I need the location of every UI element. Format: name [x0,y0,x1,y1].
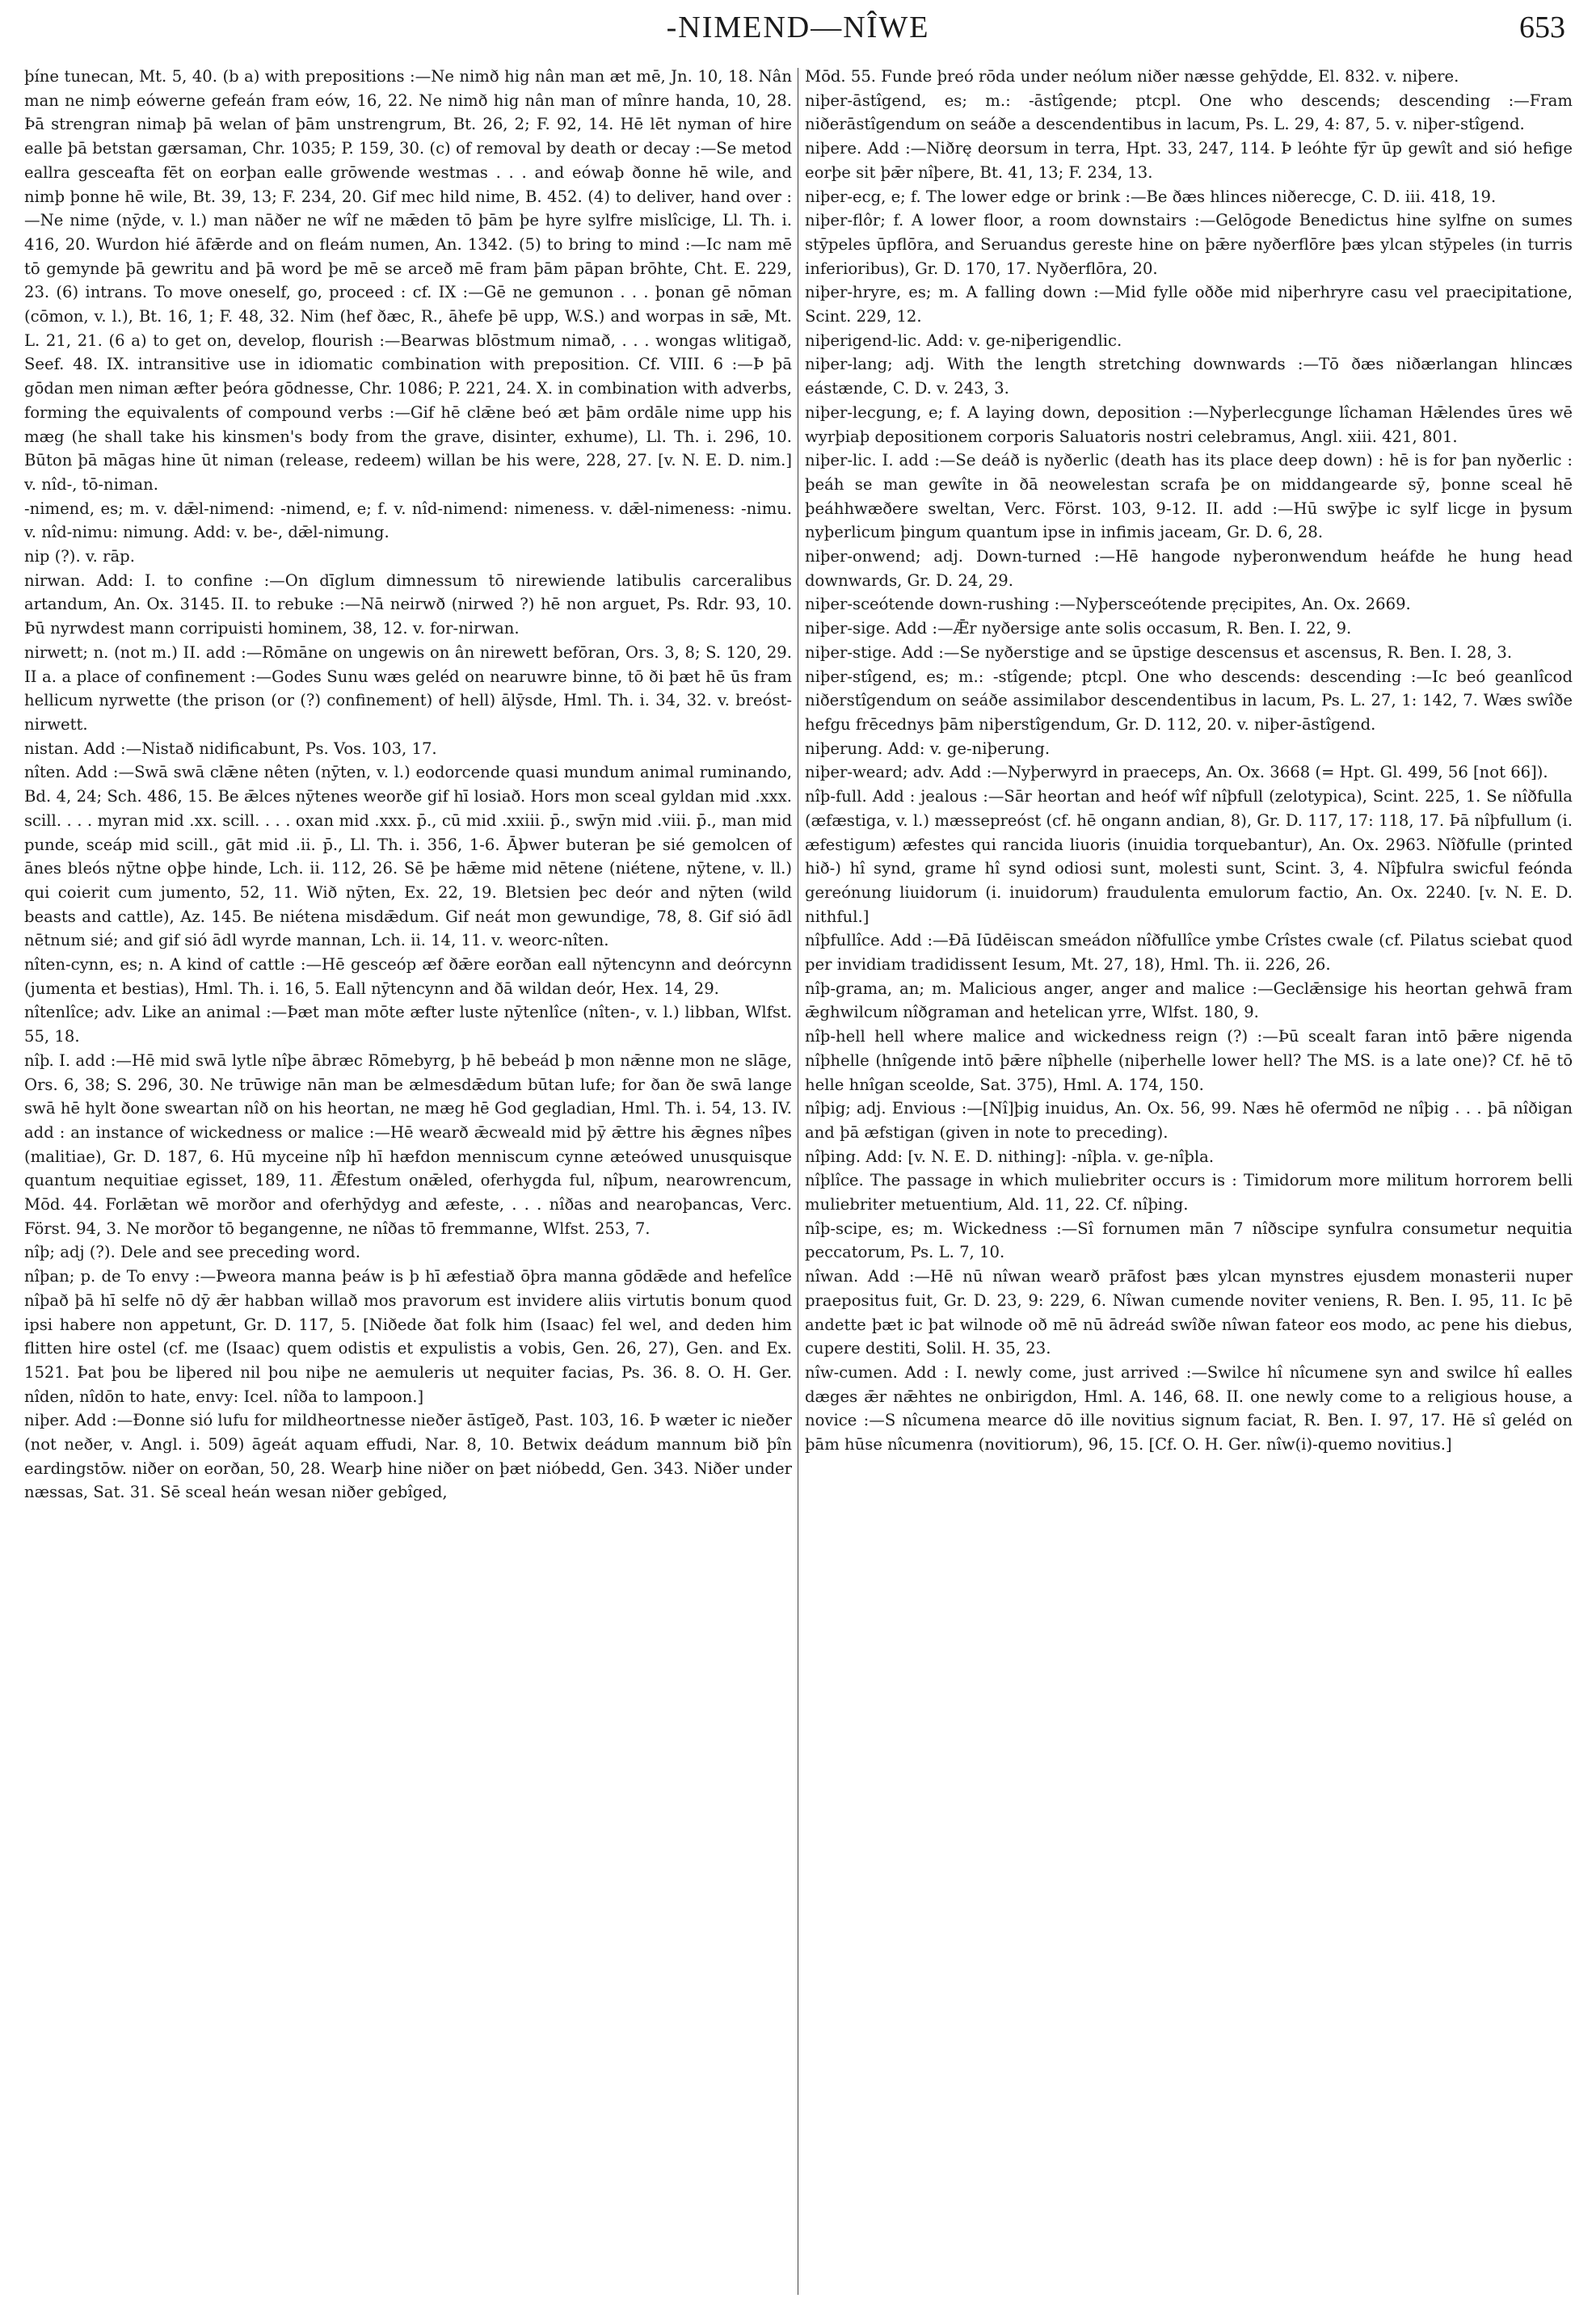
left-column [24,65,792,2299]
dictionary-entry: niþer-sige. Add :—Ǣr nyðersige ante solis occasum, R. Ben. I. 22, 9. [805,619,1352,638]
dictionary-entry: nîþan; p. de To envy :—Þweora manna þeáw is þ hī æfestiað ōþra manna gōdǣde and hefelîce nîþað þā hī selfe nō dȳ ǣr habban willað mos pravorum est invidere aliis virtutis bonum quod ipsi habere non appetunt, Gr. D. 117, 5. [Niðede ðat folk him (Isaac) fel wel, and deden him flitten hire ostel (cf. me (Isaac) quem odistis et expulistis a vobis, Gen. 26, 27), Gen. and Ex. 1521. Þat þou be liþered nil þou niþe ne aemuleris ut nequiter facias, Ps. 36. 8. O. H. Ger. nîden, nîdōn to hate, envy: Icel. nîða to lampoon.] [24,1267,792,1406]
dictionary-entry: nîten. Add :—Swā swā clǣne nêten (nȳten, v. l.) eodorcende quasi mundum animal ruminando, Bd. 4, 24; Sch. 486, 15. Be ǣlces nȳtenes weorðe gif hī losiað. Hors mon sceal gyldan mid .xxx. scill. . . . myran mid .xx. scill. . . . oxan mid .xxx. p̄., cū mid .xxiii. p̄., swȳn mid .viii. p̄., man mid punde, sceáp mid scill., gāt mid .ii. p̄., Ll. Th. i. 356, 1-6. Āþwer buteran þe sié gemolcen of ānes bleós nȳtne oþþe hinde, Lch. ii. 112, 26. Sē þe hǣme mid nētene (niétene, nȳtene, v. ll.) qui coierit cum jumento, 52, 11. Wið nȳten, Ex. 22, 19. Bletsien þec deór and nȳten (wild beasts and cattle), Az. 145. Be niétena misdǣdum. Gif neát mon gewundige, 78, 8. Gif sió ādl nētnum sié; and gif sió ādl wyrde mannan, Lch. ii. 14, 11. v. weorc-nîten. [24,763,792,950]
dictionary-entry: Mōd. 55. Funde þreó rōda under neólum niðer næsse gehȳdde, El. 832. v. niþere. [805,67,1459,86]
dictionary-entry: niþer-weard; adv. Add :—Nyþerwyrd in praeceps, An. Ox. 3668 (= Hpt. Gl. 499, 56 [not 66]). [805,763,1548,782]
dictionary-entry: niþer-lecgung, e; f. A laying down, deposition :—Nyþerlecgunge lîchaman Hǣlendes ūres wē wyrþiaþ depositionem corporis Saluatoris nostri celebramus, Angl. xiii. 421, 801. [805,402,1573,446]
dictionary-entry: niþer-flôr; f. A lower floor, a room downstairs :—Gelōgode Benedictus hine sylfne on sumes stȳpeles ūpflōra, and Seruandus gereste hine on þǣre nyðerflōre þæs ylcan stȳpeles (in turris inferioribus), Gr. D. 170, 17. Nyðerflōra, 20. [805,211,1573,278]
dictionary-entry: niþer-lic. I. add :—Se deáð is nyðerlic (death has its place deep down) : hē is for þan nyðerlic : þeáh se man gewîte in ðā neowelestan scrafa þe on middangearde sȳ, þonne sceal hē þeáhhwæðere sweltan, Verc. Först. 103, 9-12. II. add :—Hū swȳþe ic sylf licge in þysum nyþerlicum þingum quantum ipse in infimis jaceam, Gr. D. 6, 28. [805,451,1573,542]
dictionary-entry: niþer. Add :—Ðonne sió lufu for mildheortnesse nieðer āstīgeð, Past. 103, 16. Þ wæter ic nieðer (not neðer, v. Angl. i. 509) āgeát aquam effudi, Nar. 8, 10. Betwix deádum mannum bið þîn eardingstōw. niðer on eorðan, 50, 28. Wearþ hine niðer on þæt nióbedd, Gen. 343. Niðer under næssas, Sat. 31. Sē sceal heán wesan niðer gebîged, [24,1411,792,1502]
dictionary-entry: nîþ-full. Add : jealous :—Sār heortan and heóf wîf nîþfull (zelotypica), Scint. 225, 1. Se nîðfulla (æfæstiga, v. l.) mæssepreóst (cf. hē ongann andian, 8), Gr. D. 117, 17: 118, 17. Þā nîþfullum (i. æfestigum) æfestes qui rancida liuoris (inuidia torquebantur), An. Ox. 2963. Nîðfulle (printed hið-) hî synd, grame hî synd odiosi sunt, molesti sunt, Scint. 3, 4. Nîþfulra swicful feónda gereónung liuidorum (i. inuidorum) fraudulenta emulorum factio, An. Ox. 2240. [v. N. E. D. nithful.] [805,787,1573,926]
dictionary-entry: nîþ; adj (?). Dele and see preceding word. [24,1243,360,1262]
dictionary-entry: nistan. Add :—Nistað nidificabunt, Ps. Vos. 103, 17. [24,739,437,758]
dictionary-entry: nirwett; n. (not m.) II. add :—Rōmāne on ungewis on ân nirewett befōran, Ors. 3, 8; S. 120, 29. II a. a place of confinement :—Godes Sunu wæs geléd on nearuwre binne, tō ði þæt hē ūs fram hellicum nyrwette (the prison (or (?) confinement) of hell) ālȳsde, Hml. Th. i. 34, 32. v. breóst-nirwett. [24,642,792,734]
dictionary-entry: nîten-cynn, es; n. A kind of cattle :—Hē gesceóp æf ðǣre eorðan eall nȳtencynn and deórcynn (jumenta et bestias), Hml. Th. i. 16, 5. Eall nȳtencynn and ðā wildan deór, Hex. 14, 29. [24,955,792,998]
dictionary-entry: niþerung. Add: v. ge-niþerung. [805,739,1051,758]
dictionary-entry: niþerigend-lic. Add: v. ge-niþerigendlic. [805,330,1122,350]
dictionary-entry: nîþ-grama, an; m. Malicious anger, anger and malice :—Geclǣnsige his heortan gehwā fram ǣghwilcum nîðgraman and hetelican yrre, Wlfst. 180, 9. [805,979,1573,1022]
dictionary-entry: þíne tunecan, Mt. 5, 40. (b a) with prepositions :—Ne nimð hig nân man æt mē, Jn. 10, 18. Nân man ne nimþ eówerne gefeán fram eów, 16, 22. Ne nimð hig nân man of mînre handa, 10, 28. Þā strengran nimaþ þā welan of þām unstrengrum, Bt. 26, 2; F. 92, 14. Hē lēt nyman of hire ealle þā betstan gærsaman, Chr. 1035; P. 159, 30. (c) of removal by death or decay :—Se metod eallra gesceafta fēt on eorþan ealle grōwende westmas . . . and eówaþ ðonne hē wile, and nimþ þonne hē wile, Bt. 39, 13; F. 234, 20. Gif mec hild nime, B. 452. (4) to deliver, hand over :—Ne nime (nȳde, v. l.) man nāðer ne wîf ne mǣden tō þām þe hyre sylfre mislîcige, Ll. Th. i. 416, 20. Wurdon hié āfǣrde and on fleám numen, An. 1342. (5) to bring to mind :—Ic nam mē tō gemynde þā gewritu and þā word þe mē se arceð mē fram þām pāpan brōhte, Cht. E. 229, 23. (6) intrans. To move oneself, go, proceed : cf. IX :—Gē ne gemunon . . . þonan gē nōman (cōmon, v. l.), Bt. 16, 1; F. 48, 32. Nim (hef ðæc, R., āhefe þē upp, W.S.) and worpas in sǣ, Mt. L. 21, 21. (6 a) to get on, develop, flourish :—Bearwas blōstmum nimað, . . . wongas wlitigað, Seef. 48. IX. intransitive use in idiomatic combination with preposition. Cf. VIII. 6 :—Þ þā gōdan men niman æfter þeóra gōdnesse, Chr. 1086; P. 221, 24. X. in combination with adverbs, forming the equivalents of compound verbs :—Gif hē clǣne beó æt þām ordāle nime upp his mæg (he shall take his kinsmen's body from the grave, disinter, exhume), Ll. Th. i. 296, 10. Būton þā māgas hine ūt niman (release, redeem) willan be his were, 228, 27. [v. N. E. D. nim.] v. nîd-, tō-niman. [24,67,792,494]
dictionary-entry: nîþig; adj. Envious :—[Nî]þig inuidus, An. Ox. 56, 99. Næs hē ofermōd ne nîþig . . . þā nîðigan and þā æfstigan (given in note to preceding). [805,1099,1573,1142]
dictionary-entry: nîwan. Add :—Hē nū nîwan wearð prāfost þæs ylcan mynstres ejusdem monasterii nuper praepositus fuit, Gr. D. 23, 9: 229, 6. Nîwan cumende noviter veniens, R. Ben. I. 95, 11. Ic þē andette þæt ic þat wilnode oð mē nū ādreád swîðe nîwan fateor eos modo, ac pene his diebus, cupere destiti, Solil. H. 35, 23. [805,1267,1573,1358]
page-title: -NIMEND—NÎWE [666,11,930,44]
dictionary-entry: niþer-āstîgend, es; m.: -āstîgende; ptcpl. One who descends; descending :—Fram niðerāstîgendum on seáðe a descendentibus in lacum, Ps. L. 29, 4: 87, 5. v. niþer-stîgend. [805,91,1573,134]
dictionary-entry: niþer-lang; adj. With the length stretching downwards :—Tō ðæs niðærlangan hlincæs eástænde, C. D. v. 243, 3. [805,355,1573,398]
dictionary-entry: nip (?). v. rāp. [24,547,135,566]
dictionary-entry: niþer-onwend; adj. Down-turned :—Hē hangode nyþeronwendum heáfde he hung head downwards, Gr. D. 24, 29. [805,547,1573,590]
dictionary-entry: nîþ-scipe, es; m. Wickedness :—Sî fornumen mān 7 nîðscipe synfulra consumetur nequitia peccatorum, Ps. L. 7, 10. [805,1219,1573,1262]
dictionary-entry: -nimend, es; m. v. dǣl-nimend: -nimend, e; f. v. nîd-nimend: nimeness. v. dǣl-nimeness: -nimu. v. nîd-nimu: nimung. Add: v. be-, dǣl-nimung. [24,499,792,542]
dictionary-entry: nîþlîce. The passage in which muliebriter occurs is : Timidorum more militum horrorem belli muliebriter metuentium, Ald. 11, 22. Cf. nîþing. [805,1171,1573,1214]
right-column [805,65,1573,2299]
dictionary-entry: nirwan. Add: I. to confine :—On dīglum dimnessum tō nirewiende latibulis carceralibus artandum, An. Ox. 3145. II. to rebuke :—Nā neirwð (nirwed ?) hē non arguet, Ps. Rdr. 93, 10. Þū nyrwdest mann corripuisti hominem, 38, 12. v. for-nirwan. [24,570,792,638]
dictionary-entry: niþer-stige. Add :—Se nyðerstige and se ūpstige descensus et ascensus, R. Ben. I. 28, 3. [805,642,1513,662]
dictionary-entry: nîþfullîce. Add :—Ðā Iūdēiscan smeádon nîðfullîce ymbe Crîstes cwale (cf. Pilatus sciebat quod per invidiam tradidissent Iesum, Mt. 27, 18), Hml. Th. ii. 226, 26. [805,931,1573,974]
page-number: 653 [1519,11,1565,44]
dictionary-entry: niþere. Add :—Niðrę deorsum in terra, Hpt. 33, 247, 114. Þ leóhte fȳr ūp gewît and sió hefige eorþe sit þǣr nîþere, Bt. 41, 13; F. 234, 13. [805,139,1573,182]
dictionary-entry: nîþ. I. add :—Hē mid swā lytle nîþe ābræc Rōmebyrg, þ hē bebeád þ mon nǣnne mon ne slāge, Ors. 6, 38; S. 296, 30. Ne trūwige nān man be ælmesdǣdum būtan lufe; for ðan ðe swā lange swā hē hylt ðone sweartan nîð on his heortan, ne mæg hē God gegladian, Hml. Th. i. 54, 13. IV. add : an instance of wickedness or malice :—Hē wearð ǣcweald mid þȳ ǣttre his ǣgnes nîþes (malitiae), Gr. D. 187, 6. Hū myceine nîþ hī hæfdon menniscum cynne æteówed unusquisque quantum nequitiae egisset, 189, 11. Ǣfestum onǣled, oferhygda ful, nîþum, nearowrencum, Mōd. 44. Forlǣtan wē morðor and oferhȳdyg and æfeste, . . . nîðas and nearoþancas, Verc. Först. 94, 3. Ne morðor tō begangenne, ne nîðas tō fremmanne, Wlfst. 253, 7. [24,1050,792,1238]
dictionary-entry: niþer-hryre, es; m. A falling down :—Mid fylle oððe mid niþerhryre casu vel praecipitatione, Scint. 229, 12. [805,283,1573,326]
dictionary-entry: niþer-sceótende down-rushing :—Nyþersceótende prẹcipites, An. Ox. 2669. [805,595,1411,614]
dictionary-entry: nîþ-hell hell where malice and wickedness reign (?) :—Þū scealt faran intō þǣre nigenda nîþhelle (hnîgende intō þǣre nîþhelle (niþerhelle lower hell? The MS. is a late one)? Cf. hē tō helle hnîgan sceolde, Sat. 375), Hml. A. 174, 150. [805,1027,1573,1094]
dictionary-entry: nîtenlîce; adv. Like an animal :—Þæt man mōte æfter luste nȳtenlîce (nîten-, v. l.) libban, Wlfst. 55, 18. [24,1003,792,1046]
dictionary-entry: nîw-cumen. Add : I. newly come, just arrived :—Swilce hî nîcumene syn and swilce hî ealles dæges ǣr nǣhtes ne onbirigdon, Hml. A. 146, 68. II. one newly come to a religious house, a novice :—S nîcumena mearce dō ille novitius signum faciat, R. Ben. I. 97, 17. Hē sî geléd on þām hūse nîcumenra (novitiorum), 96, 15. [Cf. O. H. Ger. nîw(i)-quemo novitius.] [805,1362,1573,1454]
dictionary-entry: nîþing. Add: [v. N. E. D. nithing]: -nîþla. v. ge-nîþla. [805,1147,1215,1166]
running-head [0,10,1596,50]
dictionary-entry: niþer-stîgend, es; m.: -stîgende; ptcpl. One who descends: descending :—Ic beó geanlîcod niðerstîgendum on seáðe assimilabor descendentibus in lacum, Ps. L. 27, 1: 142, 7. Wæs swîðe hefgu frēcednys þām niþerstîgendum, Gr. D. 112, 20. v. niþer-āstîgend. [805,667,1573,734]
dictionary-entry: niþer-ecg, e; f. The lower edge or brink :—Be ðæs hlinces niðerecge, C. D. iii. 418, 19. [805,187,1497,206]
